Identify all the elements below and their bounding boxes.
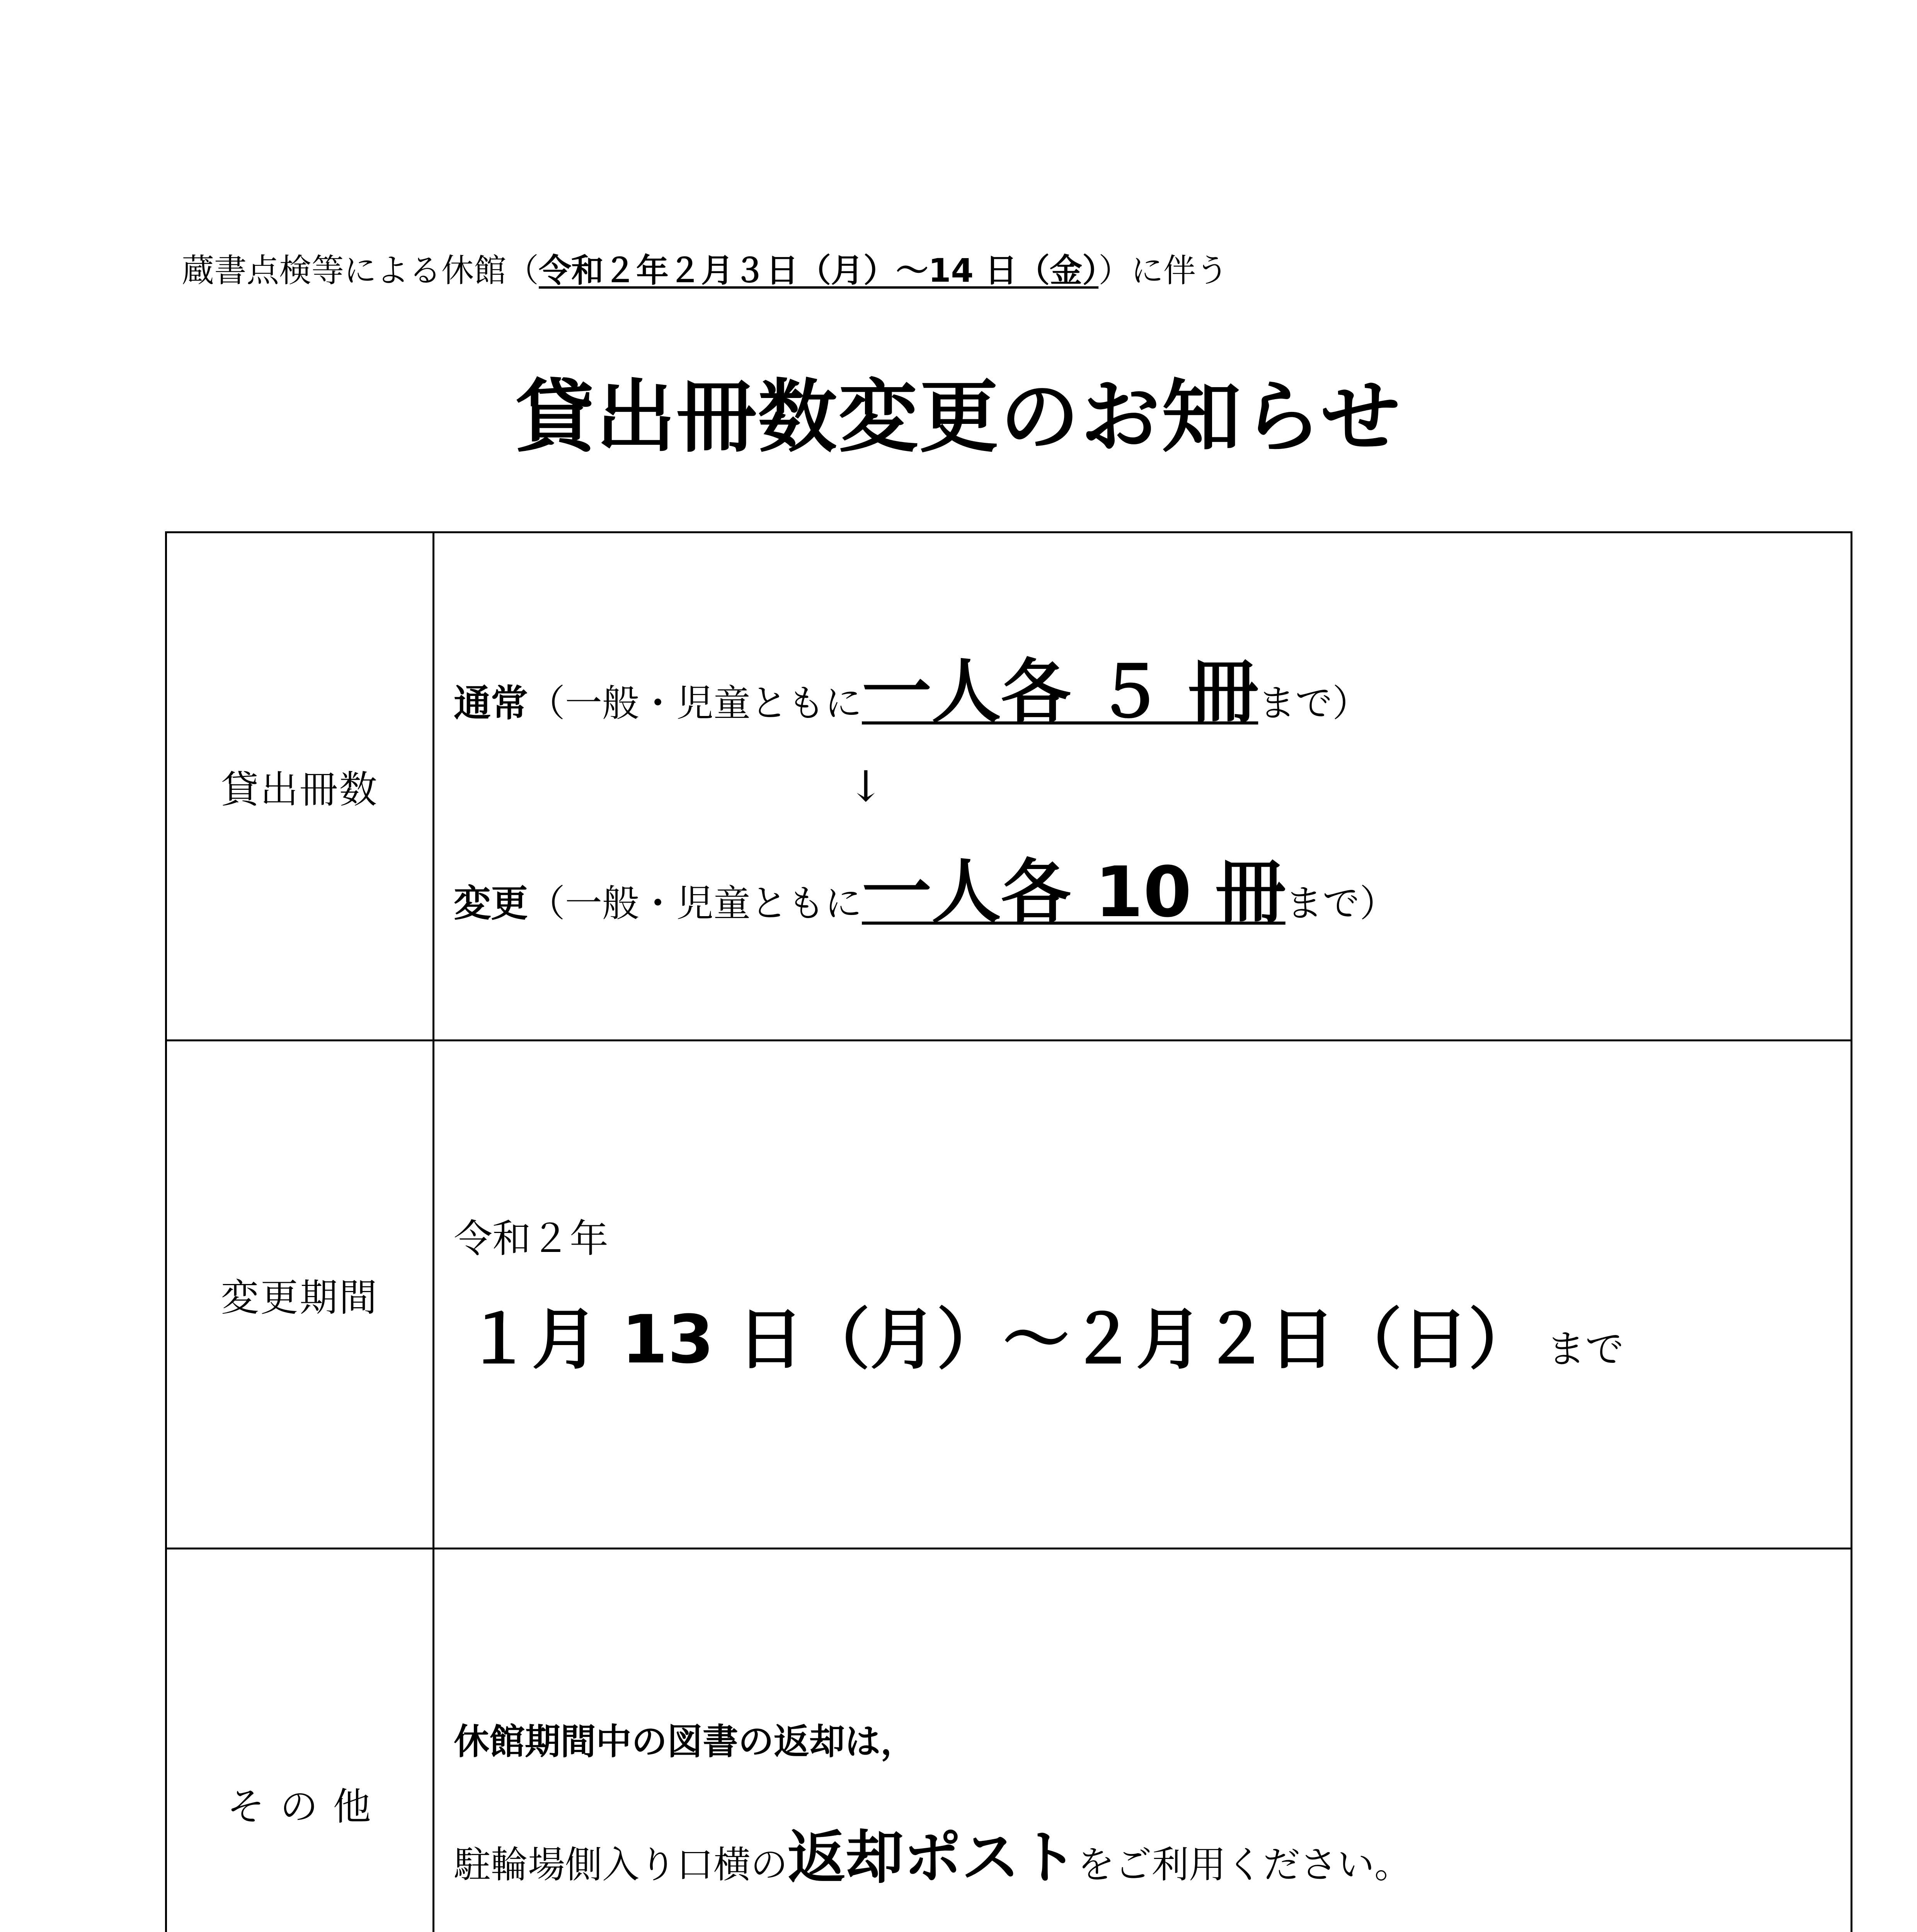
- period-era: 令和２年: [454, 1216, 608, 1261]
- changed-lead: 変更: [454, 882, 528, 925]
- normal-paren: （一般・児童ともに: [528, 682, 862, 725]
- changed-amount: 一人各 10 冊: [862, 852, 1285, 933]
- changed-tail: まで）: [1285, 882, 1397, 925]
- page-title: 貸出冊数変更のお知らせ: [515, 371, 1402, 463]
- period-dates: １月 13 日（月）～２月２日（日）: [465, 1300, 1535, 1378]
- normal-tail: まで）: [1258, 682, 1370, 725]
- normal-line: [454, 636, 1850, 736]
- other-line2: [454, 1811, 1850, 1894]
- loan-content: [434, 532, 1852, 1041]
- closure-period: 令和２年２月３日（月）～14 日（金）: [539, 252, 1099, 289]
- period-tail: まで: [1546, 1326, 1624, 1372]
- down-arrow-icon: ↓: [848, 762, 884, 811]
- loan-label: 貸出冊数: [166, 532, 434, 1041]
- changed-line: [454, 837, 1850, 936]
- return-post: 返却ポスト: [788, 1824, 1078, 1891]
- loan-row: [166, 532, 1852, 1041]
- other-content: [434, 1549, 1852, 1932]
- other-row: [166, 1549, 1852, 1932]
- intro-line: [182, 243, 1228, 298]
- normal-amount: 一人各 ５ 冊: [862, 652, 1258, 733]
- period-dates-line: [454, 1286, 1850, 1382]
- normal-lead: 通常: [454, 682, 528, 725]
- period-content: [434, 1041, 1852, 1549]
- other-line2-suffix: をご利用ください。: [1078, 1843, 1412, 1886]
- changed-paren: （一般・児童ともに: [528, 882, 862, 925]
- intro-suffix: ）に伴う: [1098, 252, 1229, 289]
- other-line1: 休館期間中の図書の返却は，: [454, 1721, 916, 1762]
- period-label: 変更期間: [166, 1041, 434, 1549]
- other-label: そ の 他: [166, 1549, 434, 1932]
- period-row: [166, 1041, 1852, 1549]
- notice-table: [165, 531, 1852, 1932]
- intro-prefix: 蔵書点検等による休館（: [182, 252, 539, 289]
- other-line2-prefix: 駐輪場側入り口横の: [454, 1843, 788, 1886]
